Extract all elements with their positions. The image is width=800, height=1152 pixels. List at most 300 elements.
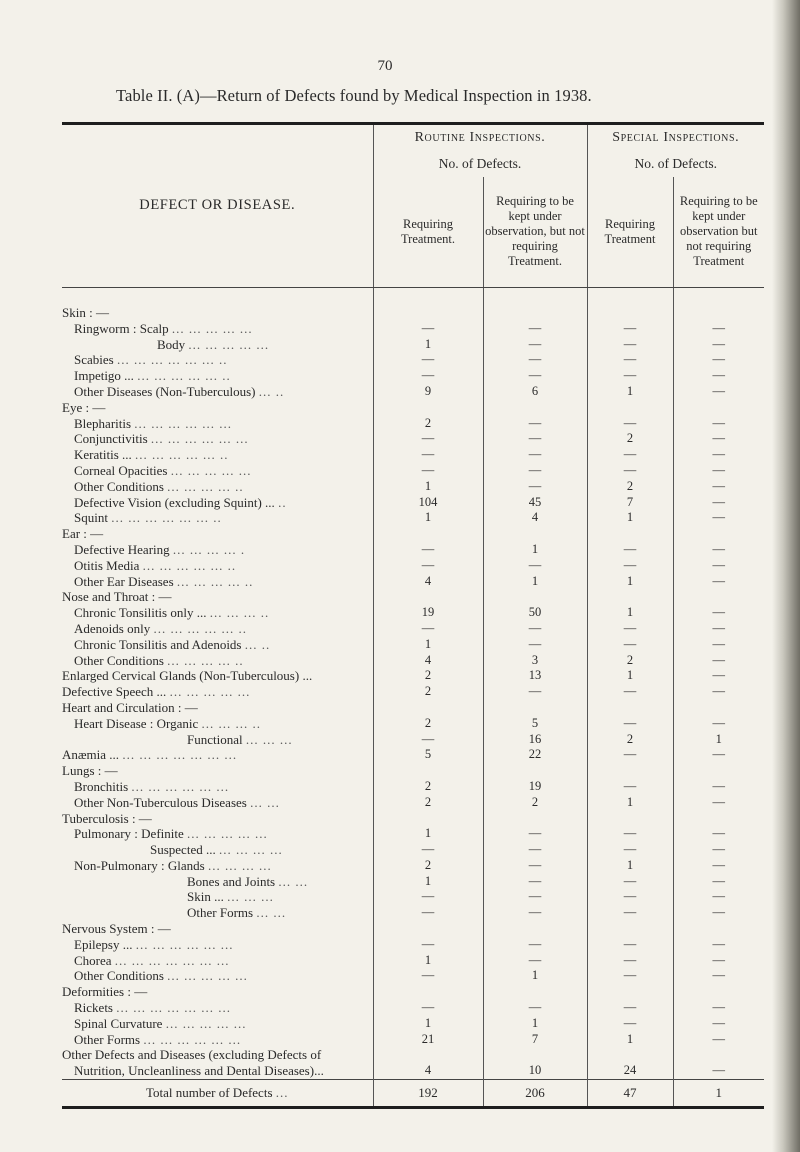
special-treatment-cell [587, 589, 673, 605]
routine-treatment-cell: — [373, 542, 483, 558]
special-observation-cell: — [673, 905, 764, 921]
table-row [62, 1063, 764, 1079]
table-row [62, 352, 764, 368]
special-treatment-cell: — [587, 747, 673, 763]
routine-observation-cell: — [483, 874, 587, 890]
routine-treatment-cell: 1 [373, 337, 483, 353]
special-inspections-header: Special Inspections. [587, 125, 764, 151]
defect-label: Impetigo ... ... ... ... ... ... .. [74, 368, 231, 384]
routine-treatment-cell: 19 [373, 605, 483, 621]
special-treatment-cell: — [587, 968, 673, 984]
defect-label: Suspected ... ... ... ... ... [150, 842, 283, 858]
special-observation-cell: — [673, 668, 764, 684]
special-observation-cell: — [673, 495, 764, 511]
routine-observation-cell: 1 [483, 542, 587, 558]
routine-observation-cell: — [483, 479, 587, 495]
special-treatment-cell: — [587, 447, 673, 463]
special-observation-cell: — [673, 779, 764, 795]
routine-observation-cell: 2 [483, 795, 587, 811]
defect-label: Conjunctivitis ... ... ... ... ... ... [74, 431, 249, 447]
table-row [62, 1047, 764, 1063]
routine-treatment-cell: 1 [373, 874, 483, 890]
special-treatment-cell: — [587, 337, 673, 353]
defect-label: Eye : — [62, 399, 106, 415]
routine-treatment-cell: 4 [373, 653, 483, 669]
routine-treatment-cell: — [373, 1000, 483, 1016]
table-row [62, 558, 764, 574]
special-treatment-cell [587, 984, 673, 1000]
routine-treatment-cell: — [373, 842, 483, 858]
special-treatment-cell: — [587, 1000, 673, 1016]
routine-treatment-cell: 2 [373, 416, 483, 432]
routine-observation-cell: 13 [483, 668, 587, 684]
routine-observation-cell: 16 [483, 732, 587, 748]
defect-label: Ringworm : Scalp ... ... ... ... ... [74, 320, 253, 336]
routine-treatment-cell [373, 700, 483, 716]
defect-label: Chronic Tonsilitis and Adenoids ... .. [74, 636, 271, 652]
special-observation-cell: — [673, 1016, 764, 1032]
routine-observation-header: Requiring to be kept under observation, but not requiring Treatment. [483, 177, 587, 287]
defect-label: Tuberculosis : — [62, 810, 152, 826]
defect-column-header: DEFECT OR DISEASE. [62, 125, 373, 287]
table-row [62, 431, 764, 447]
table-row [62, 574, 764, 590]
total-special-treatment: 47 [587, 1080, 673, 1107]
table-row [62, 811, 764, 827]
defect-label: Other Conditions ... ... ... ... .. [74, 478, 244, 494]
table-row [62, 1032, 764, 1048]
routine-observation-cell [483, 921, 587, 937]
routine-observation-cell: — [483, 416, 587, 432]
defect-label: Rickets ... ... ... ... ... ... ... [74, 1000, 231, 1016]
special-observation-cell: — [673, 637, 764, 653]
special-treatment-cell [587, 763, 673, 779]
routine-treatment-cell: 2 [373, 858, 483, 874]
routine-treatment-cell: 2 [373, 779, 483, 795]
table-row [62, 842, 764, 858]
special-observation-cell: — [673, 842, 764, 858]
bottom-rule [62, 1106, 764, 1109]
table-row [62, 716, 764, 732]
routine-observation-cell: 3 [483, 653, 587, 669]
routine-observation-cell: — [483, 905, 587, 921]
routine-treatment-cell: 1 [373, 826, 483, 842]
table-row [62, 637, 764, 653]
special-treatment-cell: — [587, 937, 673, 953]
table-row [62, 368, 764, 384]
defect-label: Chronic Tonsilitis only ... ... ... ... .. [74, 605, 270, 621]
routine-observation-cell: — [483, 953, 587, 969]
defect-label: Defective Speech ... ... ... ... ... ... [62, 684, 251, 700]
routine-treatment-cell: 104 [373, 495, 483, 511]
defect-label: Skin : — [62, 305, 109, 320]
special-number-of-defects: No. of Defects. [587, 151, 764, 177]
special-treatment-cell: 1 [587, 574, 673, 590]
routine-treatment-cell: — [373, 321, 483, 337]
defect-label: Nose and Throat : — [62, 589, 172, 605]
defect-label: Other Defects and Diseases (excluding Defects of [62, 1047, 322, 1063]
routine-observation-cell: 50 [483, 605, 587, 621]
special-treatment-cell: 24 [587, 1063, 673, 1079]
special-treatment-cell [587, 305, 673, 321]
table-row [62, 605, 764, 621]
table-row [62, 400, 764, 416]
routine-treatment-cell: 1 [373, 637, 483, 653]
special-observation-cell: 1 [673, 732, 764, 748]
special-observation-cell: — [673, 621, 764, 637]
routine-observation-cell [483, 700, 587, 716]
defects-table [62, 122, 764, 1109]
special-observation-cell: — [673, 337, 764, 353]
total-routine-treatment: 192 [373, 1080, 483, 1107]
routine-observation-cell [483, 811, 587, 827]
routine-treatment-cell: — [373, 558, 483, 574]
table-row [62, 495, 764, 511]
defect-label: Functional ... ... ... [187, 731, 293, 747]
special-observation-cell: — [673, 605, 764, 621]
routine-treatment-cell: 1 [373, 953, 483, 969]
routine-observation-cell: — [483, 858, 587, 874]
special-treatment-cell: 1 [587, 384, 673, 400]
table-row [62, 416, 764, 432]
special-treatment-cell [587, 700, 673, 716]
table-row [62, 447, 764, 463]
special-observation-cell: — [673, 384, 764, 400]
routine-treatment-cell: — [373, 352, 483, 368]
special-treatment-cell: — [587, 416, 673, 432]
routine-observation-cell: 5 [483, 716, 587, 732]
special-observation-cell: — [673, 1000, 764, 1016]
special-treatment-cell: 1 [587, 1032, 673, 1048]
routine-treatment-cell: — [373, 621, 483, 637]
table-row [62, 984, 764, 1000]
table-row [62, 479, 764, 495]
defect-label: Spinal Curvature ... ... ... ... ... [74, 1015, 247, 1031]
special-observation-cell [673, 811, 764, 827]
table-row [62, 684, 764, 700]
table-row [62, 779, 764, 795]
special-observation-cell: — [673, 479, 764, 495]
table-row [62, 921, 764, 937]
special-observation-cell: — [673, 431, 764, 447]
routine-observation-cell: — [483, 558, 587, 574]
routine-treatment-cell [373, 984, 483, 1000]
table-row [62, 826, 764, 842]
defect-label: Heart and Circulation : — [62, 699, 198, 715]
special-observation-cell: — [673, 874, 764, 890]
special-treatment-cell [587, 811, 673, 827]
special-observation-cell: — [673, 416, 764, 432]
routine-treatment-cell: — [373, 968, 483, 984]
defect-label: Non-Pulmonary : Glands ... ... ... ... [74, 857, 272, 873]
defect-label: Lungs : — [62, 763, 118, 779]
special-treatment-cell: — [587, 621, 673, 637]
routine-observation-cell: — [483, 637, 587, 653]
table-row [62, 747, 764, 763]
defect-label: Other Conditions ... ... ... ... .. [74, 652, 244, 668]
special-treatment-cell: — [587, 842, 673, 858]
special-observation-cell [673, 526, 764, 542]
defect-label: Body ... ... ... ... ... [157, 336, 270, 352]
routine-observation-cell: 1 [483, 1016, 587, 1032]
routine-observation-cell [483, 526, 587, 542]
routine-observation-cell: — [483, 337, 587, 353]
special-treatment-cell [587, 400, 673, 416]
routine-observation-cell: 45 [483, 495, 587, 511]
defect-label: Adenoids only ... ... ... ... ... .. [74, 620, 247, 636]
special-treatment-cell: 2 [587, 479, 673, 495]
table-row [62, 321, 764, 337]
routine-observation-cell: 10 [483, 1063, 587, 1079]
routine-observation-cell [483, 305, 587, 321]
special-observation-cell: — [673, 368, 764, 384]
special-observation-cell: — [673, 653, 764, 669]
defect-label: Other Non-Tuberculous Diseases ... ... [74, 794, 280, 810]
routine-number-of-defects: No. of Defects. [373, 151, 587, 177]
routine-treatment-cell [373, 400, 483, 416]
defect-label: Squint ... ... ... ... ... ... .. [74, 510, 222, 526]
defect-label: Other Forms ... ... [187, 905, 287, 921]
routine-observation-cell: — [483, 321, 587, 337]
routine-treatment-cell: 4 [373, 574, 483, 590]
special-observation-cell: — [673, 747, 764, 763]
routine-observation-cell: — [483, 463, 587, 479]
routine-observation-cell: — [483, 684, 587, 700]
special-observation-cell: — [673, 447, 764, 463]
total-routine-observation: 206 [483, 1080, 587, 1107]
special-treatment-cell: 1 [587, 795, 673, 811]
routine-treatment-cell: — [373, 732, 483, 748]
defect-label: Heart Disease : Organic ... ... ... .. [74, 715, 262, 731]
defect-label: Nervous System : — [62, 921, 171, 937]
special-treatment-cell: — [587, 558, 673, 574]
special-observation-cell [673, 305, 764, 321]
routine-observation-cell: — [483, 842, 587, 858]
table-row [62, 510, 764, 526]
routine-treatment-cell: — [373, 368, 483, 384]
routine-observation-cell: — [483, 937, 587, 953]
table-row [62, 937, 764, 953]
defect-label: Other Conditions ... ... ... ... ... [74, 968, 248, 984]
routine-observation-cell [483, 1047, 587, 1063]
defect-label: Blepharitis ... ... ... ... ... ... [74, 415, 233, 431]
special-observation-cell [673, 589, 764, 605]
routine-treatment-cell [373, 589, 483, 605]
routine-observation-cell [483, 984, 587, 1000]
defect-label: Ear : — [62, 526, 104, 542]
table-row [62, 732, 764, 748]
routine-observation-cell: — [483, 431, 587, 447]
table-row [62, 668, 764, 684]
routine-observation-cell: 22 [483, 747, 587, 763]
defect-label: Bones and Joints ... ... [187, 873, 309, 889]
defect-label: Scabies ... ... ... ... ... ... .. [74, 352, 228, 368]
routine-treatment-cell: — [373, 905, 483, 921]
routine-observation-cell: — [483, 1000, 587, 1016]
defect-label: Deformities : — [62, 984, 148, 1000]
page-edge-shadow [772, 0, 800, 1152]
special-treatment-cell: 1 [587, 668, 673, 684]
special-observation-cell [673, 1047, 764, 1063]
special-treatment-cell: 7 [587, 495, 673, 511]
table-row [62, 905, 764, 921]
special-observation-cell: — [673, 510, 764, 526]
defect-label: Other Ear Diseases ... ... ... ... .. [74, 573, 254, 589]
routine-treatment-cell [373, 305, 483, 321]
routine-observation-cell: — [483, 889, 587, 905]
special-treatment-cell: — [587, 368, 673, 384]
routine-treatment-cell [373, 1047, 483, 1063]
special-observation-cell: — [673, 968, 764, 984]
table-row [62, 1016, 764, 1032]
table-row [62, 305, 764, 321]
special-treatment-cell: 1 [587, 858, 673, 874]
total-row [62, 1080, 764, 1107]
defect-label: Bronchitis ... ... ... ... ... ... [74, 778, 230, 794]
routine-observation-cell: 4 [483, 510, 587, 526]
special-observation-cell [673, 763, 764, 779]
defect-label: Otitis Media ... ... ... ... ... .. [74, 557, 237, 573]
special-treatment-cell: — [587, 779, 673, 795]
special-treatment-cell: — [587, 826, 673, 842]
routine-observation-cell: — [483, 621, 587, 637]
special-treatment-cell: — [587, 684, 673, 700]
defect-label: Skin ... ... ... ... [187, 889, 274, 905]
special-treatment-cell: — [587, 905, 673, 921]
special-treatment-cell: 2 [587, 732, 673, 748]
routine-observation-cell: 7 [483, 1032, 587, 1048]
routine-treatment-cell: 1 [373, 479, 483, 495]
special-treatment-cell [587, 526, 673, 542]
table-row [62, 700, 764, 716]
special-requiring-treatment-header: Requiring Treatment [587, 177, 673, 287]
table-row [62, 968, 764, 984]
routine-treatment-cell: — [373, 463, 483, 479]
routine-treatment-cell: 9 [373, 384, 483, 400]
table-row [62, 589, 764, 605]
special-treatment-cell: 1 [587, 605, 673, 621]
routine-treatment-cell: 5 [373, 747, 483, 763]
defect-label: Pulmonary : Definite ... ... ... ... ... [74, 826, 268, 842]
routine-treatment-cell: 2 [373, 716, 483, 732]
routine-treatment-cell: — [373, 447, 483, 463]
routine-observation-cell: — [483, 447, 587, 463]
routine-treatment-cell: — [373, 431, 483, 447]
routine-treatment-cell: 1 [373, 510, 483, 526]
routine-observation-cell: 19 [483, 779, 587, 795]
routine-requiring-treatment-header: Requiring Treatment. [373, 177, 483, 287]
table-row [62, 621, 764, 637]
defect-label: Epilepsy ... ... ... ... ... ... ... [74, 936, 234, 952]
table-row [62, 653, 764, 669]
defect-label: Defective Hearing ... ... ... ... . [74, 541, 246, 557]
table-row [62, 953, 764, 969]
special-treatment-cell: — [587, 542, 673, 558]
special-treatment-cell: — [587, 321, 673, 337]
special-observation-cell: — [673, 858, 764, 874]
total-special-observation: 1 [673, 1080, 764, 1107]
special-observation-cell: — [673, 1063, 764, 1079]
defect-label: Other Forms ... ... ... ... ... ... [74, 1031, 242, 1047]
special-observation-cell [673, 921, 764, 937]
routine-treatment-cell [373, 763, 483, 779]
special-treatment-cell: 2 [587, 653, 673, 669]
special-observation-cell: — [673, 684, 764, 700]
routine-treatment-cell: 2 [373, 684, 483, 700]
routine-observation-cell: 1 [483, 968, 587, 984]
defects-table-body [62, 305, 764, 1080]
special-observation-cell [673, 700, 764, 716]
table-row [62, 874, 764, 890]
special-treatment-cell: — [587, 637, 673, 653]
defect-label: Defective Vision (excluding Squint) ... .. [74, 494, 287, 510]
table-row [62, 1000, 764, 1016]
special-observation-cell: — [673, 542, 764, 558]
routine-observation-cell [483, 589, 587, 605]
routine-observation-cell: — [483, 826, 587, 842]
defect-label: Anæmia ... ... ... ... ... ... ... ... [62, 747, 238, 763]
routine-observation-cell: — [483, 352, 587, 368]
table-row [62, 337, 764, 353]
special-observation-cell: — [673, 558, 764, 574]
defect-label: Nutrition, Uncleanliness and Dental Diseases)... [74, 1063, 324, 1079]
table-row [62, 889, 764, 905]
routine-observation-cell: 6 [483, 384, 587, 400]
table-row [62, 463, 764, 479]
special-treatment-cell [587, 1047, 673, 1063]
routine-observation-cell: — [483, 368, 587, 384]
special-observation-cell: — [673, 826, 764, 842]
table-row [62, 384, 764, 400]
special-observation-header: Requiring to be kept under observation but not requiring Treatment [673, 177, 764, 287]
special-treatment-cell: — [587, 889, 673, 905]
special-treatment-cell: — [587, 953, 673, 969]
special-treatment-cell: — [587, 716, 673, 732]
routine-treatment-cell [373, 921, 483, 937]
special-observation-cell: — [673, 953, 764, 969]
routine-observation-cell [483, 763, 587, 779]
defect-label: Chorea ... ... ... ... ... ... ... [74, 952, 230, 968]
special-observation-cell: — [673, 1032, 764, 1048]
page-title: Table II. (A)—Return of Defects found by Medical Inspection in 1938. [116, 86, 592, 105]
special-treatment-cell: — [587, 463, 673, 479]
total-label: Total number of Defects ... [62, 1080, 373, 1107]
table-row [62, 526, 764, 542]
special-treatment-cell: — [587, 1016, 673, 1032]
special-treatment-cell: 1 [587, 510, 673, 526]
special-treatment-cell: — [587, 874, 673, 890]
page-number: 70 [377, 58, 393, 74]
special-observation-cell: — [673, 716, 764, 732]
special-treatment-cell: 2 [587, 431, 673, 447]
routine-treatment-cell [373, 526, 483, 542]
special-observation-cell [673, 984, 764, 1000]
table-row [62, 763, 764, 779]
special-treatment-cell [587, 921, 673, 937]
special-observation-cell: — [673, 352, 764, 368]
special-observation-cell [673, 400, 764, 416]
routine-treatment-cell: 2 [373, 795, 483, 811]
special-observation-cell: — [673, 321, 764, 337]
table-row [62, 542, 764, 558]
routine-treatment-cell [373, 811, 483, 827]
table-row [62, 858, 764, 874]
special-treatment-cell: — [587, 352, 673, 368]
routine-treatment-cell: 21 [373, 1032, 483, 1048]
special-observation-cell: — [673, 937, 764, 953]
defect-label: Keratitis ... ... ... ... ... ... .. [74, 447, 229, 463]
special-observation-cell: — [673, 795, 764, 811]
